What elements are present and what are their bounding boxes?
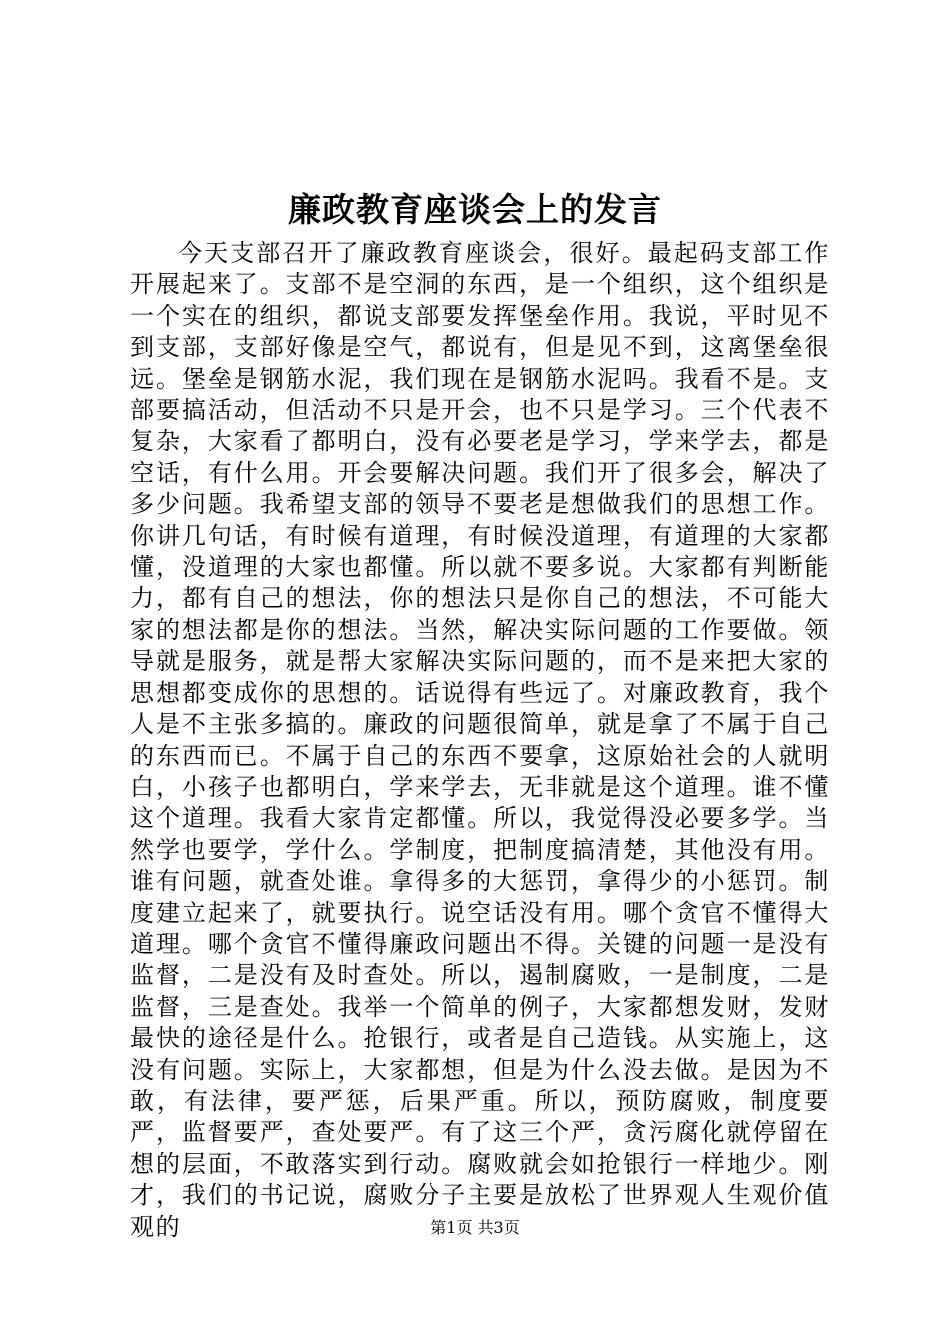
page-footer (0, 1216, 950, 1240)
document-title: 廉政教育座谈会上的发言 (288, 190, 662, 229)
page-number: 第1页 (430, 1218, 473, 1237)
document-body-paragraph: 今天支部召开了廉政教育座谈会，很好。最起码支部工作开展起来了。支部不是空洞的东西，是一个组织，这个组织是一个实在的组织，都说支部要发挥堡垒作用。我说，平时见不到支部，支部好像是空气，都说有，但是见不到，这离堡垒很远。堡垒是钢筋水泥，我们现在是钢筋水泥吗。我看不是。支部要搞活动，但活动不只是开会，也不只是学习。三个代表不复杂，大家看了都明白，没有必要老是学习，学来学去，都是空话，有什么用。开会要解决问题。我们开了很多会，解决了多少问题。我希望支部的领导不要老是想做我们的思想工作。你讲几句话，有时候有道理，有时候没道理，有道理的大家都懂，没道理的大家也都懂。所以就不要多说。大家都有判断能力，都有自己的想法，你的想法只是你自己的想法，不可能大家的想法都是你的想法。当然，解决实际问题的工作要做。领导就是服务，就是帮大家解决实际问题的，而不是来把大家的思想都变成你的思想的。话说得有些远了。对廉政教育，我个人是不主张多搞的。廉政的问题很简单，就是拿了不属于自己的东西而已。不属于自己的东西不要拿，这原始社会的人就明白，小孩子也都明白，学来学去，无非就是这个道理。谁不懂这个道理。我看大家肯定都懂。所以，我觉得没必要多学。当然学也要学，学什么。学制度，把制度搞清楚，其他没有用。谁有问题，就查处谁。拿得多的大惩罚，拿得少的小惩罚。制度建立起来了，就要执行。说空话没有用。哪个贪官不懂得大道理。哪个贪官不懂得廉政问题出不得。关键的问题一是没有监督，二是没有及时查处。所以，遏制腐败，一是制度，二是监督，三是查处。我举一个简单的例子，大家都想发财，发财最快的途径是什么。抢银行，或者是自己造钱。从实施上，这没有问题。实际上，大家都想，但是为什么没去做。是因为不敢，有法律，要严惩，后果严重。所以，预防腐败，制度要严，监督要严，查处要严。有了这三个严，贪污腐化就停留在想的层面，不敢落实到行动。腐败就会如抢银行一样地少。刚才，我们的书记说，腐败分子主要是放松了世界观人生观价值观的 (130, 239, 830, 1241)
page-total: 共3页 (477, 1218, 520, 1237)
